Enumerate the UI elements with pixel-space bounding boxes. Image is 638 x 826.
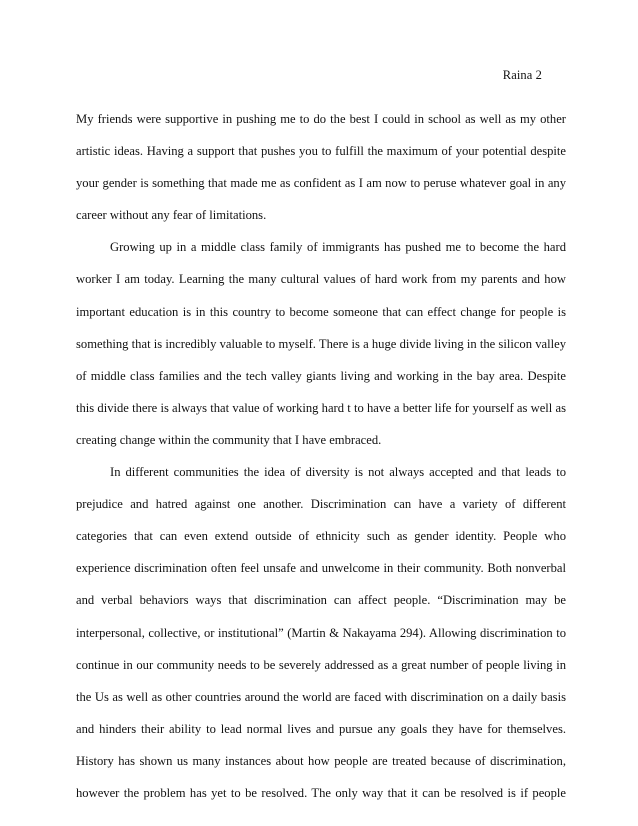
text-line: continue in our community needs to be severely addressed as a great number of people living in — [76, 657, 566, 672]
paragraph-start-line: Growing up in a middle class family of immigrants has pushed me to become the hard — [110, 240, 566, 255]
text-line: artistic ideas. Having a support that pushes you to fulfill the maximum of your potential despite — [76, 144, 566, 159]
text-line: prejudice and hatred against one another. Discrimination can have a variety of different — [76, 497, 566, 512]
body-text — [76, 110, 566, 816]
text-line: your gender is something that made me as confident as I am now to peruse whatever goal in any — [76, 176, 566, 191]
text-line: the Us as well as other countries around the world are faced with discrimination on a daily basis — [76, 689, 566, 704]
text-line: interpersonal, collective, or institutional” (Martin & Nakayama 294). Allowing discrimination to — [76, 625, 566, 640]
text-line: and verbal behaviors ways that discrimination can affect people. “Discrimination may be — [76, 593, 566, 608]
text-line: categories that can even extend outside of ethnicity such as gender identity. People who — [76, 529, 566, 544]
text-line: of middle class families and the tech valley giants living and working in the bay area. Despite — [76, 368, 566, 383]
text-line: worker I am today. Learning the many cultural values of hard work from my parents and how — [76, 272, 566, 287]
text-line: creating change within the community that I have embraced. — [76, 432, 382, 447]
paragraph-start-line: In different communities the idea of diversity is not always accepted and that leads to — [110, 465, 566, 480]
running-head: Raina 2 — [502, 68, 542, 82]
text-line: however the problem has yet to be resolved. The only way that it can be resolved is if people — [76, 785, 566, 800]
text-line: My friends were supportive in pushing me to do the best I could in school as well as my other — [76, 112, 566, 126]
text-line: History has shown us many instances about how people are treated because of discrimination, — [76, 753, 566, 768]
text-line: this divide there is always that value of working hard t to have a better life for yourself as well as — [76, 400, 566, 415]
text-line: important education is in this country to become someone that can effect change for people is — [76, 304, 566, 319]
text-line: something that is incredibly valuable to myself. There is a huge divide living in the silicon valley — [76, 336, 566, 351]
text-line: career without any fear of limitations. — [76, 208, 267, 223]
text-line: and hinders their ability to lead normal lives and pursue any goals they have for themselves. — [76, 721, 566, 736]
text-line: experience discrimination often feel unsafe and unwelcome in their community. Both nonverbal — [76, 561, 566, 576]
